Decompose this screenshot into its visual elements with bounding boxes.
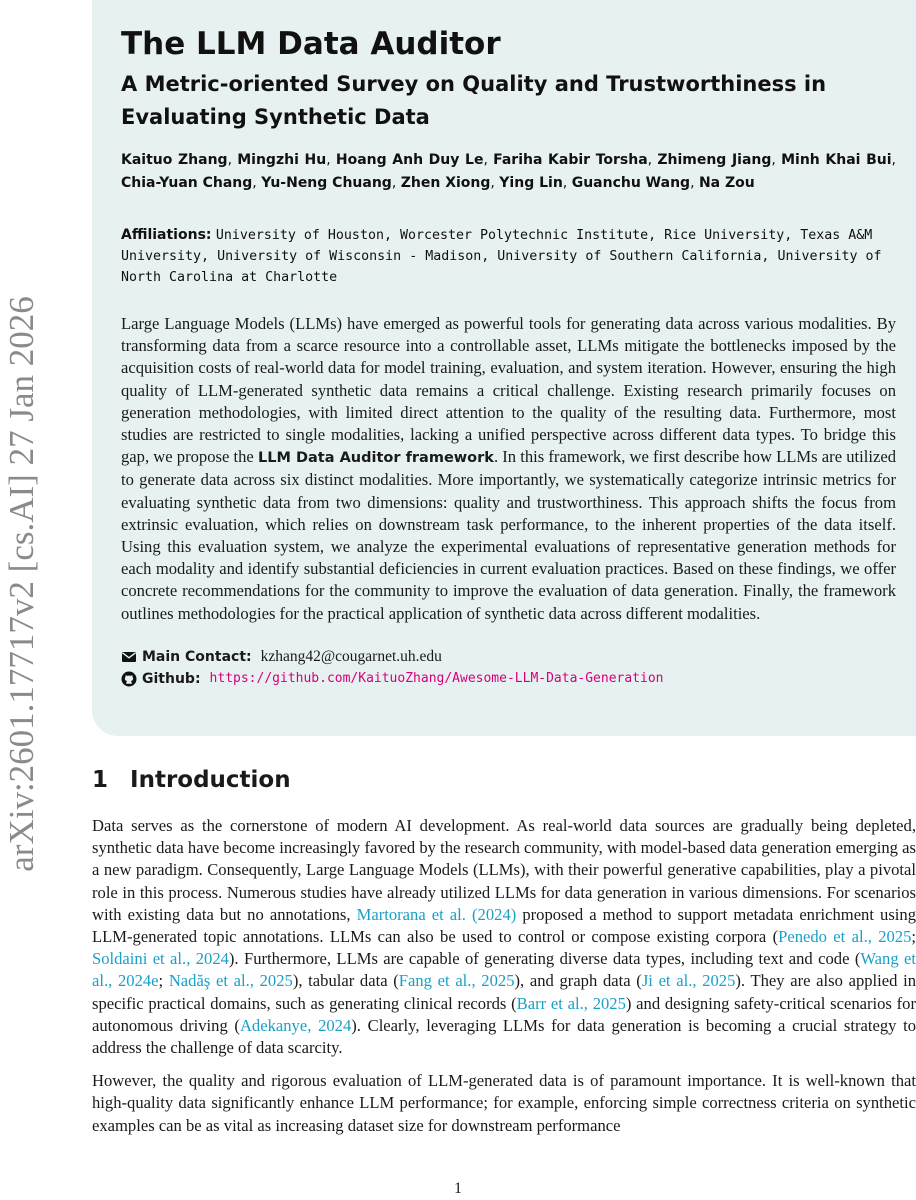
abstract-text: . In this framework, we first describe how LLMs are utilized to generate data across six distinct modalities. More importantly, we systematically categorize intrinsic metrics for evaluating synthetic data from two dimensions: quality and trustworthiness. This approach shifts the focus from extrinsic evaluation, which relies on downstream task performance, to the inherent properties of the data itself. Using this evaluation system, we analyze the experimental evaluations of representative generation methods for each modality and identify substantial deficiencies in current evaluation practices. Based on these findings, we offer concrete recommendations for the community to improve the evaluation of data generation. Finally, the framework outlines methodologies for the practical application of synthetic data across different modalities. [121,447,897,623]
citation-link[interactable]: Fang et al., 2025 [398,971,515,991]
abstract-text: Large Language Models (LLMs) have emerged as powerful tools for generating data across various modalities. By transforming data from a scarce resource into a controllable asset, LLMs mitigate the bottlenecks imposed by the acquisition costs of real-world data for model training, evaluation, and system iteration. However, ensuring the high quality of LLM-generated synthetic data remains a critical challenge. Existing research primarily focuses on generation methodologies, with limited direct attention to the quality of the resulting data. Furthermore, most studies are restricted to single modalities, lacking a unified perspective across different data types. To bridge this gap, we propose the [121,314,896,467]
citation-link[interactable]: Soldaini et al., 2024 [92,949,229,969]
github-label: Github: [142,670,201,687]
author: Zhimeng Jiang [657,152,772,168]
citation-link[interactable]: Wang et al., 2024e [92,949,916,991]
affiliations-label: Affiliations [121,227,206,243]
section-heading [92,762,291,798]
author: Fariha Kabir Torsha [493,152,648,168]
citation-link[interactable]: Adekanye, 2024 [239,1015,352,1035]
paragraph: Data serves as the cornerstone of modern AI development. As real-world data sources are gradually being depleted, synthetic data have become increasingly favored by the research community, with model-based data generation emerging as a new paradigm. Consequently, Large Language Models (LLMs), with their powerful generative capabilities, play a pivotal role in this process. Numerous studies have already utilized LLMs for data generation in various dimensions. For scenarios with existing data but no annotations, Martorana et al. (2024) proposed a method to support metadata enrichment using LLM-generated topic annotations. LLMs can also be used to control or compose existing corpora (Penedo et al., 2025; Soldaini et al., 2024). Furthermore, LLMs are capable of generating diverse data types, including text and code (Wang et al., 2024e; Nadăş et al., 2025), tabular data (Fang et al., 2025), and graph data (Ji et al., 2025). They are also applied in specific practical domains, such as generating clinical records (Barr et al., 2025) and designing safety-critical scenarios for autonomous driving (Adekanye, 2024). Clearly, leveraging LLMs for data generation is becoming a crucial strategy to address the challenge of data scarcity. [92,816,916,1058]
author: Kaituo Zhang [121,152,228,168]
envelope-icon [121,649,137,665]
affiliations: Affiliations: University of Houston, Worcester Polytechnic Institute, Rice University, Texas A&M University, University of Wisconsin - Madison, University of Southern California, University of North Carolina at Charlotte [121,227,882,285]
affiliations-list: University of Houston, Worcester Polytechnic Institute, Rice University, Texas A&M University, University of Wisconsin - Madison, University of Southern California, University of North Carolina at Charlotte [121,228,882,285]
author: Ying Lin [499,175,563,191]
contact-info [121,646,896,690]
main-contact-label: Main Contact: [142,648,252,665]
introduction-body [92,815,916,1148]
author: Yu-Neng Chuang [261,175,392,191]
paper-title: The LLM Data Auditor [121,26,501,62]
citation-link[interactable]: Ji et al., 2025 [641,971,736,991]
title-block [92,0,916,736]
author-list: Kaituo Zhang, Mingzhi Hu, Hoang Anh Duy Le, Fariha Kabir Torsha, Zhimeng Jiang, Minh Khai Bui, Chia-Yuan Chang, Yu-Neng Chuang, Zhen Xiong, Ying Lin, Guanchu Wang, Na Zou [121,152,896,191]
abstract [121,313,896,625]
section-title: Introduction [130,767,291,793]
arxiv-identifier: arXiv:2601.17717v2 [cs.AI] 27 Jan 2026 [2,296,41,872]
paper-subtitle: A Metric-oriented Survey on Quality and Trustworthiness in Evaluating Synthetic Data [121,72,827,129]
citation-link[interactable]: Penedo et al., 2025 [778,927,912,947]
citation-link[interactable]: Nadăş et al., 2025 [168,971,293,991]
citation-link[interactable]: Barr et al., 2025 [516,993,626,1013]
author: Guanchu Wang [571,175,691,191]
author: Na Zou [698,175,755,191]
author: Minh Khai Bui [781,152,892,168]
github-link[interactable]: https://github.com/KaituoZhang/Awesome-LLM-Data-Generation [209,670,664,686]
author: Chia-Yuan Chang [121,175,253,191]
github-icon [121,671,137,687]
section-number: 1 [92,767,109,793]
abstract-keyword: LLM Data Auditor framework [257,450,494,467]
citation-link[interactable]: Martorana et al. (2024) [356,904,517,924]
main-contact-email[interactable]: kzhang42@cougarnet.uh.edu [260,647,442,665]
main-contact-row [121,646,896,668]
paragraph: However, the quality and rigorous evaluation of LLM-generated data is of paramount importance. It is well-known that high-quality data significantly enhance LLM performance; for example, enforcing simple correctness criteria on synthetic examples can be as vital as increasing dataset size for downstream performance [92,1071,916,1135]
github-row [121,668,896,690]
author: Mingzhi Hu [237,152,327,168]
author: Hoang Anh Duy Le [335,152,484,168]
page-number: 1 [454,1180,462,1197]
author: Zhen Xiong [400,175,491,191]
